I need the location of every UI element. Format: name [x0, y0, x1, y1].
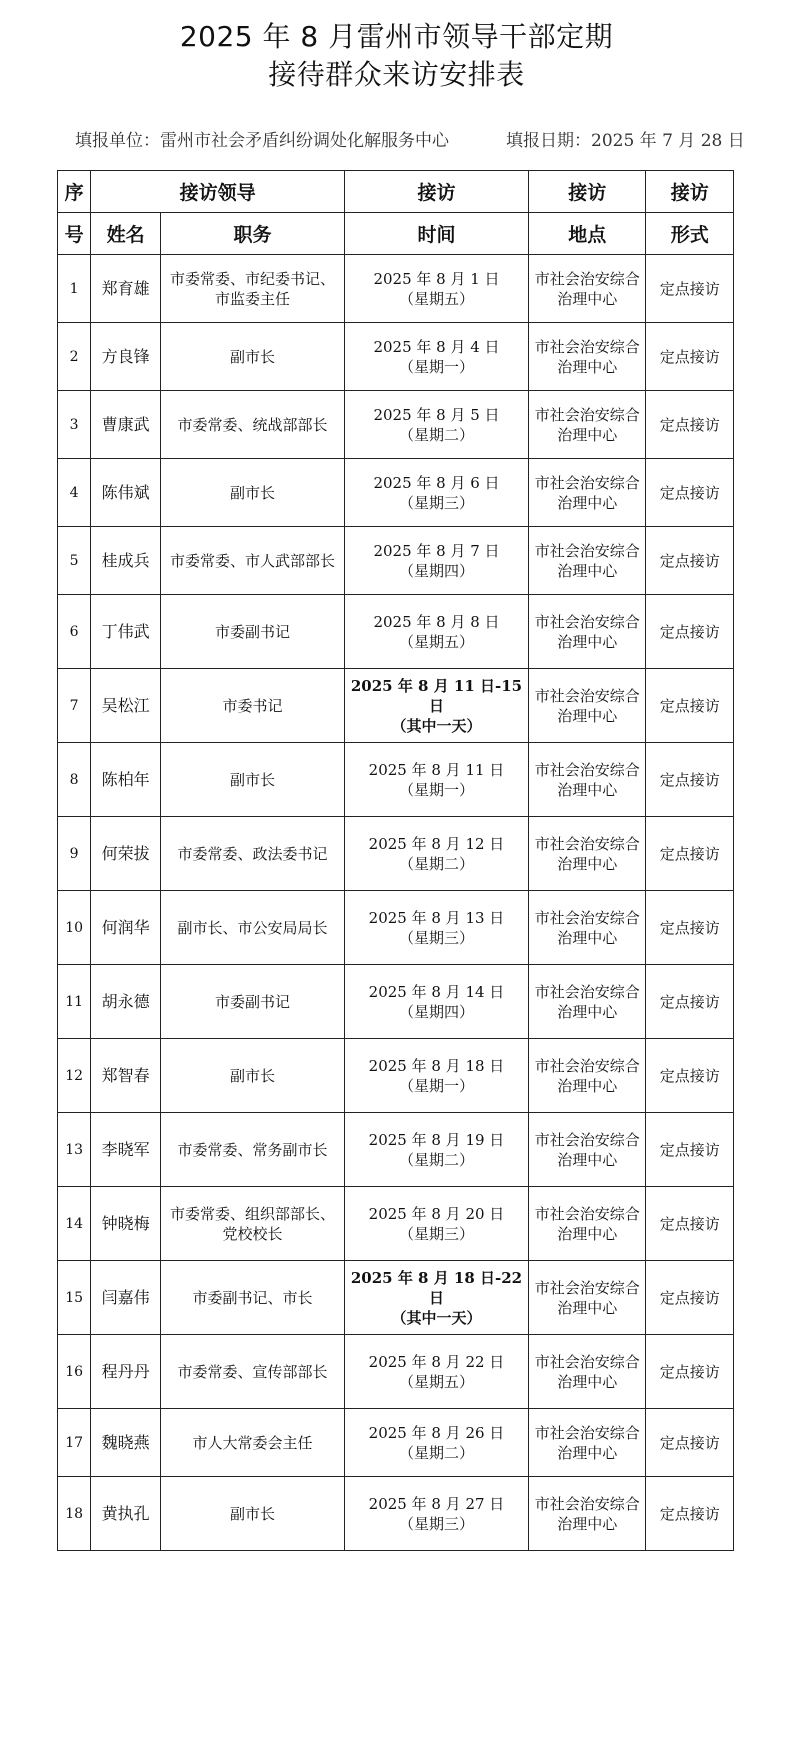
row-place-place-text: 市社会治安综合治理中心 — [534, 541, 640, 580]
row-name-name-text: 方良锋 — [101, 346, 150, 366]
row-position-position-text: 副市长 — [230, 1504, 276, 1523]
row-time-date-text: 2025 年 8 月 1 日 — [373, 269, 500, 288]
row-position-position-text: 副市长 — [230, 1066, 276, 1085]
row-time-weekday-text: （星期三） — [398, 1514, 474, 1533]
row-time — [345, 965, 529, 1039]
row-name — [91, 1113, 161, 1187]
row-form — [646, 255, 734, 323]
row-seq-seq-text: 4 — [69, 484, 79, 501]
row-place — [528, 595, 645, 669]
row-time-date-text: 2025 年 8 月 8 日 — [373, 612, 500, 631]
row-place — [528, 1335, 645, 1409]
table-row — [58, 391, 734, 459]
row-position — [161, 743, 345, 817]
row-name — [91, 527, 161, 595]
row-position — [161, 1335, 345, 1409]
row-seq-seq-text: 8 — [69, 771, 79, 788]
row-form — [646, 1409, 734, 1477]
row-place-place-text: 市社会治安综合治理中心 — [534, 612, 640, 651]
row-seq — [58, 391, 91, 459]
row-place-place-text: 市社会治安综合治理中心 — [534, 1352, 640, 1391]
row-form-form-text: 定点接访 — [659, 770, 720, 789]
row-form — [646, 1039, 734, 1113]
row-place-place-text: 市社会治安综合治理中心 — [534, 269, 640, 308]
row-place — [528, 323, 645, 391]
row-form-form-text: 定点接访 — [659, 1140, 720, 1159]
header-form-bottom: 形式 — [646, 213, 734, 255]
reception-schedule-table — [57, 170, 734, 1551]
row-seq — [58, 891, 91, 965]
row-time-date-text: 2025 年 8 月 26 日 — [368, 1423, 505, 1442]
row-position — [161, 1261, 345, 1335]
row-place-place-text: 市社会治安综合治理中心 — [534, 908, 640, 947]
row-time — [345, 743, 529, 817]
row-place-place-text: 市社会治安综合治理中心 — [534, 473, 640, 512]
header-place-top: 接访 — [528, 171, 645, 213]
row-name-name-text: 何荣拔 — [101, 843, 150, 863]
header-leader: 接访领导 — [91, 171, 345, 213]
row-form — [646, 1187, 734, 1261]
row-time-date-text: 2025 年 8 月 22 日 — [368, 1352, 505, 1371]
header-seq-bottom: 号 — [58, 213, 91, 255]
row-time — [345, 891, 529, 965]
row-place-place-text: 市社会治安综合治理中心 — [534, 686, 640, 725]
row-position — [161, 255, 345, 323]
row-seq — [58, 323, 91, 391]
table-row — [58, 595, 734, 669]
row-position-position-text: 市委常委、统战部部长 — [177, 415, 328, 434]
row-name-name-text: 吴松江 — [101, 695, 150, 715]
row-place — [528, 965, 645, 1039]
row-seq-seq-text: 17 — [65, 1434, 84, 1451]
row-time — [345, 1409, 529, 1477]
row-position — [161, 1409, 345, 1477]
row-position-position-text: 市委常委、组织部部长、党校校长 — [170, 1204, 336, 1243]
row-seq-seq-text: 11 — [65, 993, 84, 1010]
row-name — [91, 255, 161, 323]
filler-unit: 填报单位：雷州市社会矛盾纠纷调处化解服务中心 — [75, 131, 449, 151]
row-time — [345, 817, 529, 891]
table-row — [58, 459, 734, 527]
row-seq — [58, 1409, 91, 1477]
row-position — [161, 669, 345, 743]
row-place — [528, 817, 645, 891]
row-position-position-text: 市委副书记 — [215, 992, 291, 1011]
row-time-date-text: 2025 年 8 月 14 日 — [368, 982, 505, 1001]
row-position-position-text: 市委常委、政法委书记 — [177, 844, 328, 863]
row-seq-seq-text: 7 — [69, 697, 79, 714]
row-place-place-text: 市社会治安综合治理中心 — [534, 760, 640, 799]
row-time-date-text: 2025 年 8 月 11 日 — [368, 760, 505, 779]
table-row — [58, 1113, 734, 1187]
row-place — [528, 1039, 645, 1113]
row-seq — [58, 743, 91, 817]
row-time-weekday-text: （星期二） — [398, 1443, 474, 1462]
table-row — [58, 1409, 734, 1477]
row-form-form-text: 定点接访 — [659, 696, 720, 715]
row-place-place-text: 市社会治安综合治理中心 — [534, 1423, 640, 1462]
row-time-date-text: 2025 年 8 月 19 日 — [368, 1130, 505, 1149]
row-position — [161, 965, 345, 1039]
row-form-form-text: 定点接访 — [659, 415, 720, 434]
row-name — [91, 459, 161, 527]
row-time — [345, 595, 529, 669]
row-time-weekday-text: （其中一天） — [391, 1308, 482, 1327]
row-seq — [58, 817, 91, 891]
row-form — [646, 1335, 734, 1409]
row-time-weekday-text: （星期二） — [398, 1150, 474, 1169]
row-seq — [58, 669, 91, 743]
row-time-weekday-text: （星期二） — [398, 425, 474, 444]
row-name — [91, 1261, 161, 1335]
row-place — [528, 527, 645, 595]
row-seq — [58, 1187, 91, 1261]
row-time — [345, 323, 529, 391]
header-seq-top: 序 — [58, 171, 91, 213]
row-form — [646, 965, 734, 1039]
header-position: 职务 — [161, 213, 345, 255]
row-name-name-text: 李晓军 — [101, 1139, 150, 1159]
row-time — [345, 1187, 529, 1261]
table-row — [58, 817, 734, 891]
row-time — [345, 1039, 529, 1113]
row-seq-seq-text: 1 — [69, 280, 79, 297]
document-title-line1: 2025 年 8 月雷州市领导干部定期 — [179, 20, 614, 53]
row-position — [161, 817, 345, 891]
table-body — [58, 255, 734, 1551]
row-time-date-text: 2025 年 8 月 7 日 — [373, 541, 500, 560]
row-form-form-text: 定点接访 — [659, 1504, 720, 1523]
row-time-date-text: 2025 年 8 月 18 日-22 日 — [350, 1268, 523, 1307]
row-place — [528, 891, 645, 965]
row-place — [528, 1409, 645, 1477]
row-name-name-text: 郑智春 — [101, 1065, 150, 1085]
row-seq-seq-text: 3 — [69, 416, 79, 433]
row-form — [646, 1113, 734, 1187]
row-seq-seq-text: 14 — [65, 1215, 84, 1232]
row-position-position-text: 市委常委、宣传部部长 — [177, 1362, 328, 1381]
row-time — [345, 1335, 529, 1409]
row-form — [646, 743, 734, 817]
row-seq — [58, 527, 91, 595]
row-form — [646, 595, 734, 669]
table-row — [58, 743, 734, 817]
row-form — [646, 323, 734, 391]
row-seq — [58, 1335, 91, 1409]
row-name-name-text: 闫嘉伟 — [101, 1287, 150, 1307]
row-position-position-text: 市委常委、市纪委书记、市监委主任 — [170, 269, 336, 308]
row-time — [345, 527, 529, 595]
row-form-form-text: 定点接访 — [659, 622, 720, 641]
header-form-top: 接访 — [646, 171, 734, 213]
header-name: 姓名 — [91, 213, 161, 255]
document-title-line2: 接待群众来访安排表 — [268, 58, 525, 91]
row-time-weekday-text: （星期四） — [398, 1002, 474, 1021]
row-time — [345, 1477, 529, 1551]
row-time-weekday-text: （星期三） — [398, 493, 474, 512]
row-form — [646, 817, 734, 891]
row-name — [91, 743, 161, 817]
row-seq-seq-text: 6 — [69, 623, 79, 640]
row-position — [161, 1477, 345, 1551]
row-name — [91, 891, 161, 965]
row-place — [528, 1261, 645, 1335]
row-form-form-text: 定点接访 — [659, 551, 720, 570]
row-name-name-text: 程丹丹 — [101, 1361, 150, 1381]
row-time-weekday-text: （星期四） — [398, 561, 474, 580]
row-time — [345, 1113, 529, 1187]
row-seq — [58, 1039, 91, 1113]
row-form — [646, 1477, 734, 1551]
row-form — [646, 527, 734, 595]
row-name-name-text: 黄执孔 — [101, 1503, 150, 1523]
row-time — [345, 669, 529, 743]
table-row — [58, 891, 734, 965]
row-place-place-text: 市社会治安综合治理中心 — [534, 834, 640, 873]
header-place-bottom: 地点 — [528, 213, 645, 255]
row-place — [528, 391, 645, 459]
row-place-place-text: 市社会治安综合治理中心 — [534, 1278, 640, 1317]
row-position — [161, 527, 345, 595]
row-name — [91, 323, 161, 391]
table-row — [58, 1477, 734, 1551]
row-seq-seq-text: 13 — [65, 1141, 84, 1158]
row-time-date-text: 2025 年 8 月 20 日 — [368, 1204, 505, 1223]
row-seq — [58, 1477, 91, 1551]
row-position-position-text: 副市长 — [230, 483, 276, 502]
row-position-position-text: 市委书记 — [222, 696, 283, 715]
row-time-date-text: 2025 年 8 月 6 日 — [373, 473, 500, 492]
row-time-weekday-text: （星期五） — [398, 289, 474, 308]
row-name — [91, 965, 161, 1039]
row-time-weekday-text: （星期二） — [398, 854, 474, 873]
row-form — [646, 669, 734, 743]
row-position-position-text: 副市长、市公安局局长 — [177, 918, 328, 937]
row-position-position-text: 市委副书记 — [215, 622, 291, 641]
row-form — [646, 459, 734, 527]
row-form-form-text: 定点接访 — [659, 1066, 720, 1085]
row-time-weekday-text: （星期三） — [398, 928, 474, 947]
row-position-position-text: 副市长 — [230, 770, 276, 789]
row-name — [91, 1039, 161, 1113]
row-name-name-text: 胡永德 — [101, 991, 150, 1011]
row-name-name-text: 魏晓燕 — [101, 1432, 150, 1452]
row-place-place-text: 市社会治安综合治理中心 — [534, 982, 640, 1021]
header-time-top: 接访 — [345, 171, 529, 213]
row-position-position-text: 市委常委、市人武部部长 — [170, 551, 336, 570]
row-place-place-text: 市社会治安综合治理中心 — [534, 405, 640, 444]
row-place-place-text: 市社会治安综合治理中心 — [534, 1056, 640, 1095]
row-seq — [58, 459, 91, 527]
row-name — [91, 595, 161, 669]
row-place — [528, 1113, 645, 1187]
row-time-weekday-text: （星期五） — [398, 1372, 474, 1391]
row-name-name-text: 曹康武 — [101, 414, 150, 434]
row-form-form-text: 定点接访 — [659, 1433, 720, 1452]
row-seq — [58, 595, 91, 669]
row-seq-seq-text: 5 — [69, 552, 79, 569]
row-form-form-text: 定点接访 — [659, 1214, 720, 1233]
row-position — [161, 595, 345, 669]
row-place — [528, 1477, 645, 1551]
row-time-date-text: 2025 年 8 月 4 日 — [373, 337, 500, 356]
row-time-date-text: 2025 年 8 月 11 日-15 日 — [350, 676, 523, 715]
row-form — [646, 891, 734, 965]
row-seq — [58, 965, 91, 1039]
row-name-name-text: 陈伟斌 — [101, 482, 150, 502]
row-place-place-text: 市社会治安综合治理中心 — [534, 1130, 640, 1169]
row-time-weekday-text: （星期三） — [398, 1224, 474, 1243]
row-time-weekday-text: （星期五） — [398, 632, 474, 651]
row-name-name-text: 钟晓梅 — [101, 1213, 150, 1233]
row-name — [91, 391, 161, 459]
row-seq-seq-text: 18 — [65, 1505, 84, 1522]
table-row — [58, 1335, 734, 1409]
row-place — [528, 1187, 645, 1261]
table-row — [58, 1039, 734, 1113]
filler-date: 填报日期：2025 年 7 月 28 日 — [506, 131, 745, 151]
row-time — [345, 459, 529, 527]
row-form-form-text: 定点接访 — [659, 992, 720, 1011]
row-form — [646, 1261, 734, 1335]
row-name — [91, 1335, 161, 1409]
table-row — [58, 965, 734, 1039]
row-time-date-text: 2025 年 8 月 13 日 — [368, 908, 505, 927]
table-row — [58, 323, 734, 391]
row-time — [345, 1261, 529, 1335]
row-seq — [58, 1113, 91, 1187]
table-row — [58, 1187, 734, 1261]
row-seq-seq-text: 12 — [65, 1067, 84, 1084]
row-time-weekday-text: （星期一） — [398, 1076, 474, 1095]
row-seq-seq-text: 16 — [65, 1363, 84, 1380]
row-place — [528, 459, 645, 527]
row-time-weekday-text: （其中一天） — [391, 716, 482, 735]
row-name — [91, 669, 161, 743]
row-place-place-text: 市社会治安综合治理中心 — [534, 1204, 640, 1243]
row-seq-seq-text: 2 — [69, 348, 79, 365]
row-form-form-text: 定点接访 — [659, 347, 720, 366]
row-seq-seq-text: 9 — [69, 845, 79, 862]
row-name — [91, 817, 161, 891]
header-time-bottom: 时间 — [345, 213, 529, 255]
row-name — [91, 1477, 161, 1551]
row-form — [646, 391, 734, 459]
row-time-date-text: 2025 年 8 月 27 日 — [368, 1494, 505, 1513]
row-time-date-text: 2025 年 8 月 5 日 — [373, 405, 500, 424]
row-seq — [58, 1261, 91, 1335]
row-time-date-text: 2025 年 8 月 12 日 — [368, 834, 505, 853]
row-name-name-text: 郑育雄 — [101, 278, 150, 298]
row-name-name-text: 丁伟武 — [101, 621, 150, 641]
row-form-form-text: 定点接访 — [659, 279, 720, 298]
row-place-place-text: 市社会治安综合治理中心 — [534, 1494, 640, 1533]
row-form-form-text: 定点接访 — [659, 918, 720, 937]
row-time-weekday-text: （星期一） — [398, 357, 474, 376]
row-seq-seq-text: 10 — [65, 919, 84, 936]
row-position — [161, 459, 345, 527]
row-time — [345, 391, 529, 459]
row-place — [528, 669, 645, 743]
row-name — [91, 1187, 161, 1261]
row-form-form-text: 定点接访 — [659, 844, 720, 863]
row-form-form-text: 定点接访 — [659, 483, 720, 502]
row-seq — [58, 255, 91, 323]
row-name — [91, 1409, 161, 1477]
table-row — [58, 255, 734, 323]
row-seq-seq-text: 15 — [65, 1289, 84, 1306]
row-place-place-text: 市社会治安综合治理中心 — [534, 337, 640, 376]
row-name-name-text: 何润华 — [101, 917, 150, 937]
row-position — [161, 323, 345, 391]
row-form-form-text: 定点接访 — [659, 1362, 720, 1381]
row-form-form-text: 定点接访 — [659, 1288, 720, 1307]
row-position — [161, 391, 345, 459]
row-place — [528, 255, 645, 323]
table-row — [58, 669, 734, 743]
row-position — [161, 1187, 345, 1261]
row-position-position-text: 市委常委、常务副市长 — [177, 1140, 328, 1159]
row-name-name-text: 桂成兵 — [101, 550, 150, 570]
table-row — [58, 1261, 734, 1335]
row-position — [161, 1113, 345, 1187]
row-name-name-text: 陈柏年 — [101, 769, 150, 789]
row-position — [161, 891, 345, 965]
row-position — [161, 1039, 345, 1113]
table-row — [58, 527, 734, 595]
row-time — [345, 255, 529, 323]
row-position-position-text: 市委副书记、市长 — [192, 1288, 313, 1307]
row-place — [528, 743, 645, 817]
row-position-position-text: 副市长 — [230, 347, 276, 366]
row-position-position-text: 市人大常委会主任 — [192, 1433, 313, 1452]
row-time-weekday-text: （星期一） — [398, 780, 474, 799]
row-time-date-text: 2025 年 8 月 18 日 — [368, 1056, 505, 1075]
